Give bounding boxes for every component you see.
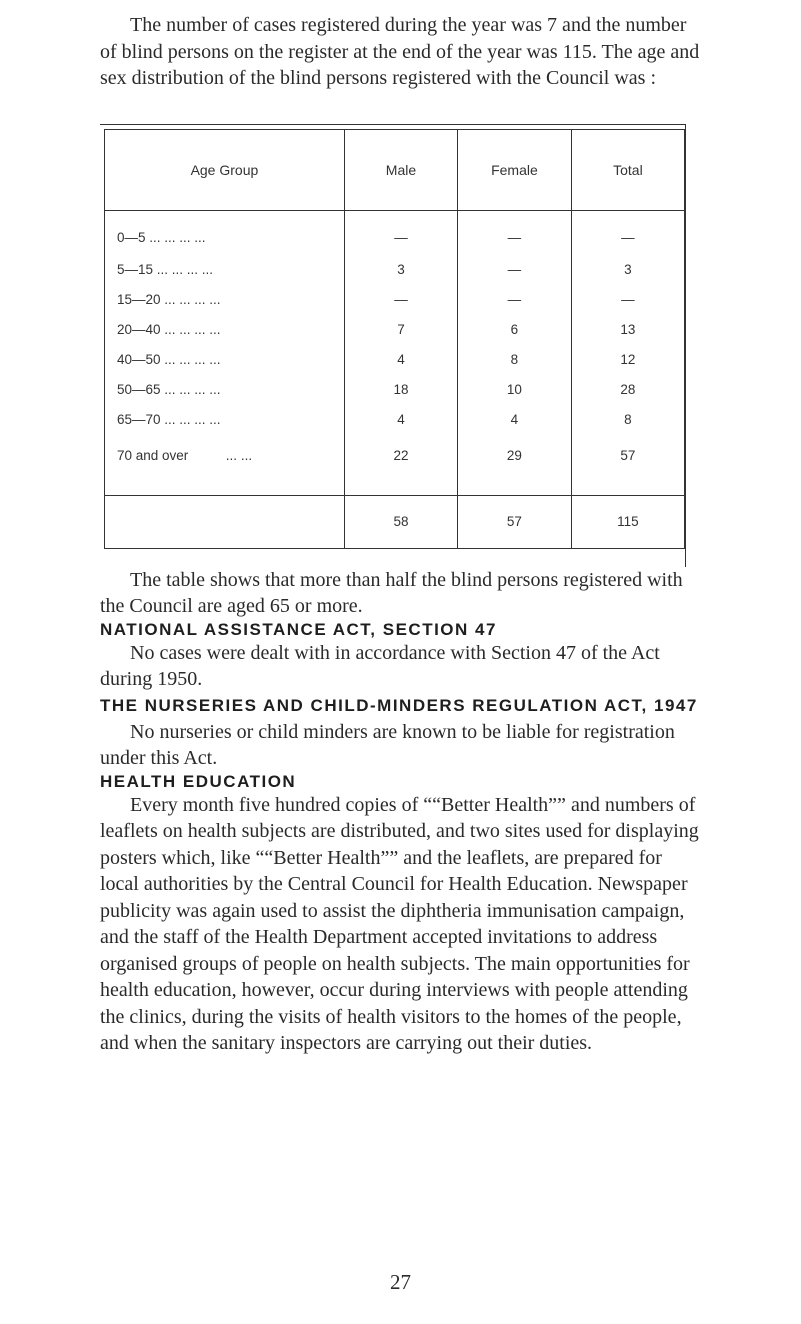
row-total: —	[571, 210, 684, 255]
row-female: —	[458, 255, 572, 285]
row-female: 8	[458, 345, 572, 375]
row-age: 40—50 ... ... ... ...	[105, 345, 345, 375]
row-age: 5—15 ... ... ... ...	[105, 255, 345, 285]
row-female: 29	[458, 435, 572, 496]
row-male: 4	[344, 405, 457, 435]
row-age: 0—5 ... ... ... ...	[105, 210, 345, 255]
row-female: 4	[458, 405, 572, 435]
totals-label	[105, 495, 345, 548]
row-age: 65—70 ... ... ... ...	[105, 405, 345, 435]
section-text-nurseries: No nurseries or child minders are known to be liable for registration under this Act.	[100, 720, 675, 769]
row-total: 28	[571, 375, 684, 405]
table-totals-row	[105, 495, 685, 548]
header-female: Female	[458, 129, 572, 210]
row-total: 57	[571, 435, 684, 496]
section-text-national-assistance: No cases were dealt with in accordance with Section 47 of the Act during 1950.	[100, 641, 660, 690]
row-male: —	[344, 210, 457, 255]
document-page	[100, 12, 700, 1057]
blind-persons-table-frame	[100, 124, 686, 567]
row-female: —	[458, 210, 572, 255]
row-total: 8	[571, 405, 684, 435]
totals-total: 115	[571, 495, 684, 548]
totals-male: 58	[344, 495, 457, 548]
row-male: 18	[344, 375, 457, 405]
table-row	[105, 435, 685, 496]
section-heading-health-education: HEALTH EDUCATION	[100, 771, 297, 791]
table-header-row	[105, 129, 685, 210]
table-row	[105, 255, 685, 285]
row-male: 3	[344, 255, 457, 285]
row-male: 4	[344, 345, 457, 375]
section-heading-national-assistance: NATIONAL ASSISTANCE ACT, SECTION 47	[100, 619, 497, 639]
table-row	[105, 345, 685, 375]
row-age: 15—20 ... ... ... ...	[105, 285, 345, 315]
section-text-health-education: Every month five hundred copies of ““Better Health”” and numbers of leaflets on health subjects are distributed, and two sites used for displaying posters which, like ““Better Health”” and the leaflets, are prepared for local authorities by the Central Council for Health Education. Newspaper publicity was again used to assist the diphtheria immunisation campaign, and the staff of the Health Department accepted invitations to address organised groups of people on health subjects. The main opportunities for health education, however, occur during interviews with people attending the clinics, during the visits of health visitors to the homes of the people, and when the sanitary inspectors are carrying out their duties.	[100, 793, 699, 1054]
row-male: 7	[344, 315, 457, 345]
header-total: Total	[571, 129, 684, 210]
row-female: 10	[458, 375, 572, 405]
blind-persons-table	[104, 129, 685, 549]
row-total: 12	[571, 345, 684, 375]
row-age: 70 and over ... ...	[105, 435, 345, 496]
header-male: Male	[344, 129, 457, 210]
page-number: 27	[390, 1270, 411, 1294]
intro-paragraph: The number of cases registered during the year was 7 and the number of blind persons on the register at the end of the year was 115. The age and sex distribution of the blind persons registered with the Council was :	[100, 14, 700, 89]
row-age: 50—65 ... ... ... ...	[105, 375, 345, 405]
table-row	[105, 405, 685, 435]
totals-female: 57	[458, 495, 572, 548]
row-age: 20—40 ... ... ... ...	[105, 315, 345, 345]
row-total: 13	[571, 315, 684, 345]
table-row	[105, 375, 685, 405]
table-row	[105, 210, 685, 255]
row-female: 6	[458, 315, 572, 345]
section-heading-nurseries: THE NURSERIES AND CHILD-MINDERS REGULATION ACT, 1947	[100, 695, 698, 715]
row-female: —	[458, 285, 572, 315]
header-age-group: Age Group	[105, 129, 345, 210]
row-male: 22	[344, 435, 457, 496]
table-summary-paragraph: The table shows that more than half the blind persons registered with the Council are aged 65 or more.	[100, 568, 683, 617]
table-row	[105, 315, 685, 345]
row-male: —	[344, 285, 457, 315]
table-row	[105, 285, 685, 315]
row-total: —	[571, 285, 684, 315]
row-total: 3	[571, 255, 684, 285]
